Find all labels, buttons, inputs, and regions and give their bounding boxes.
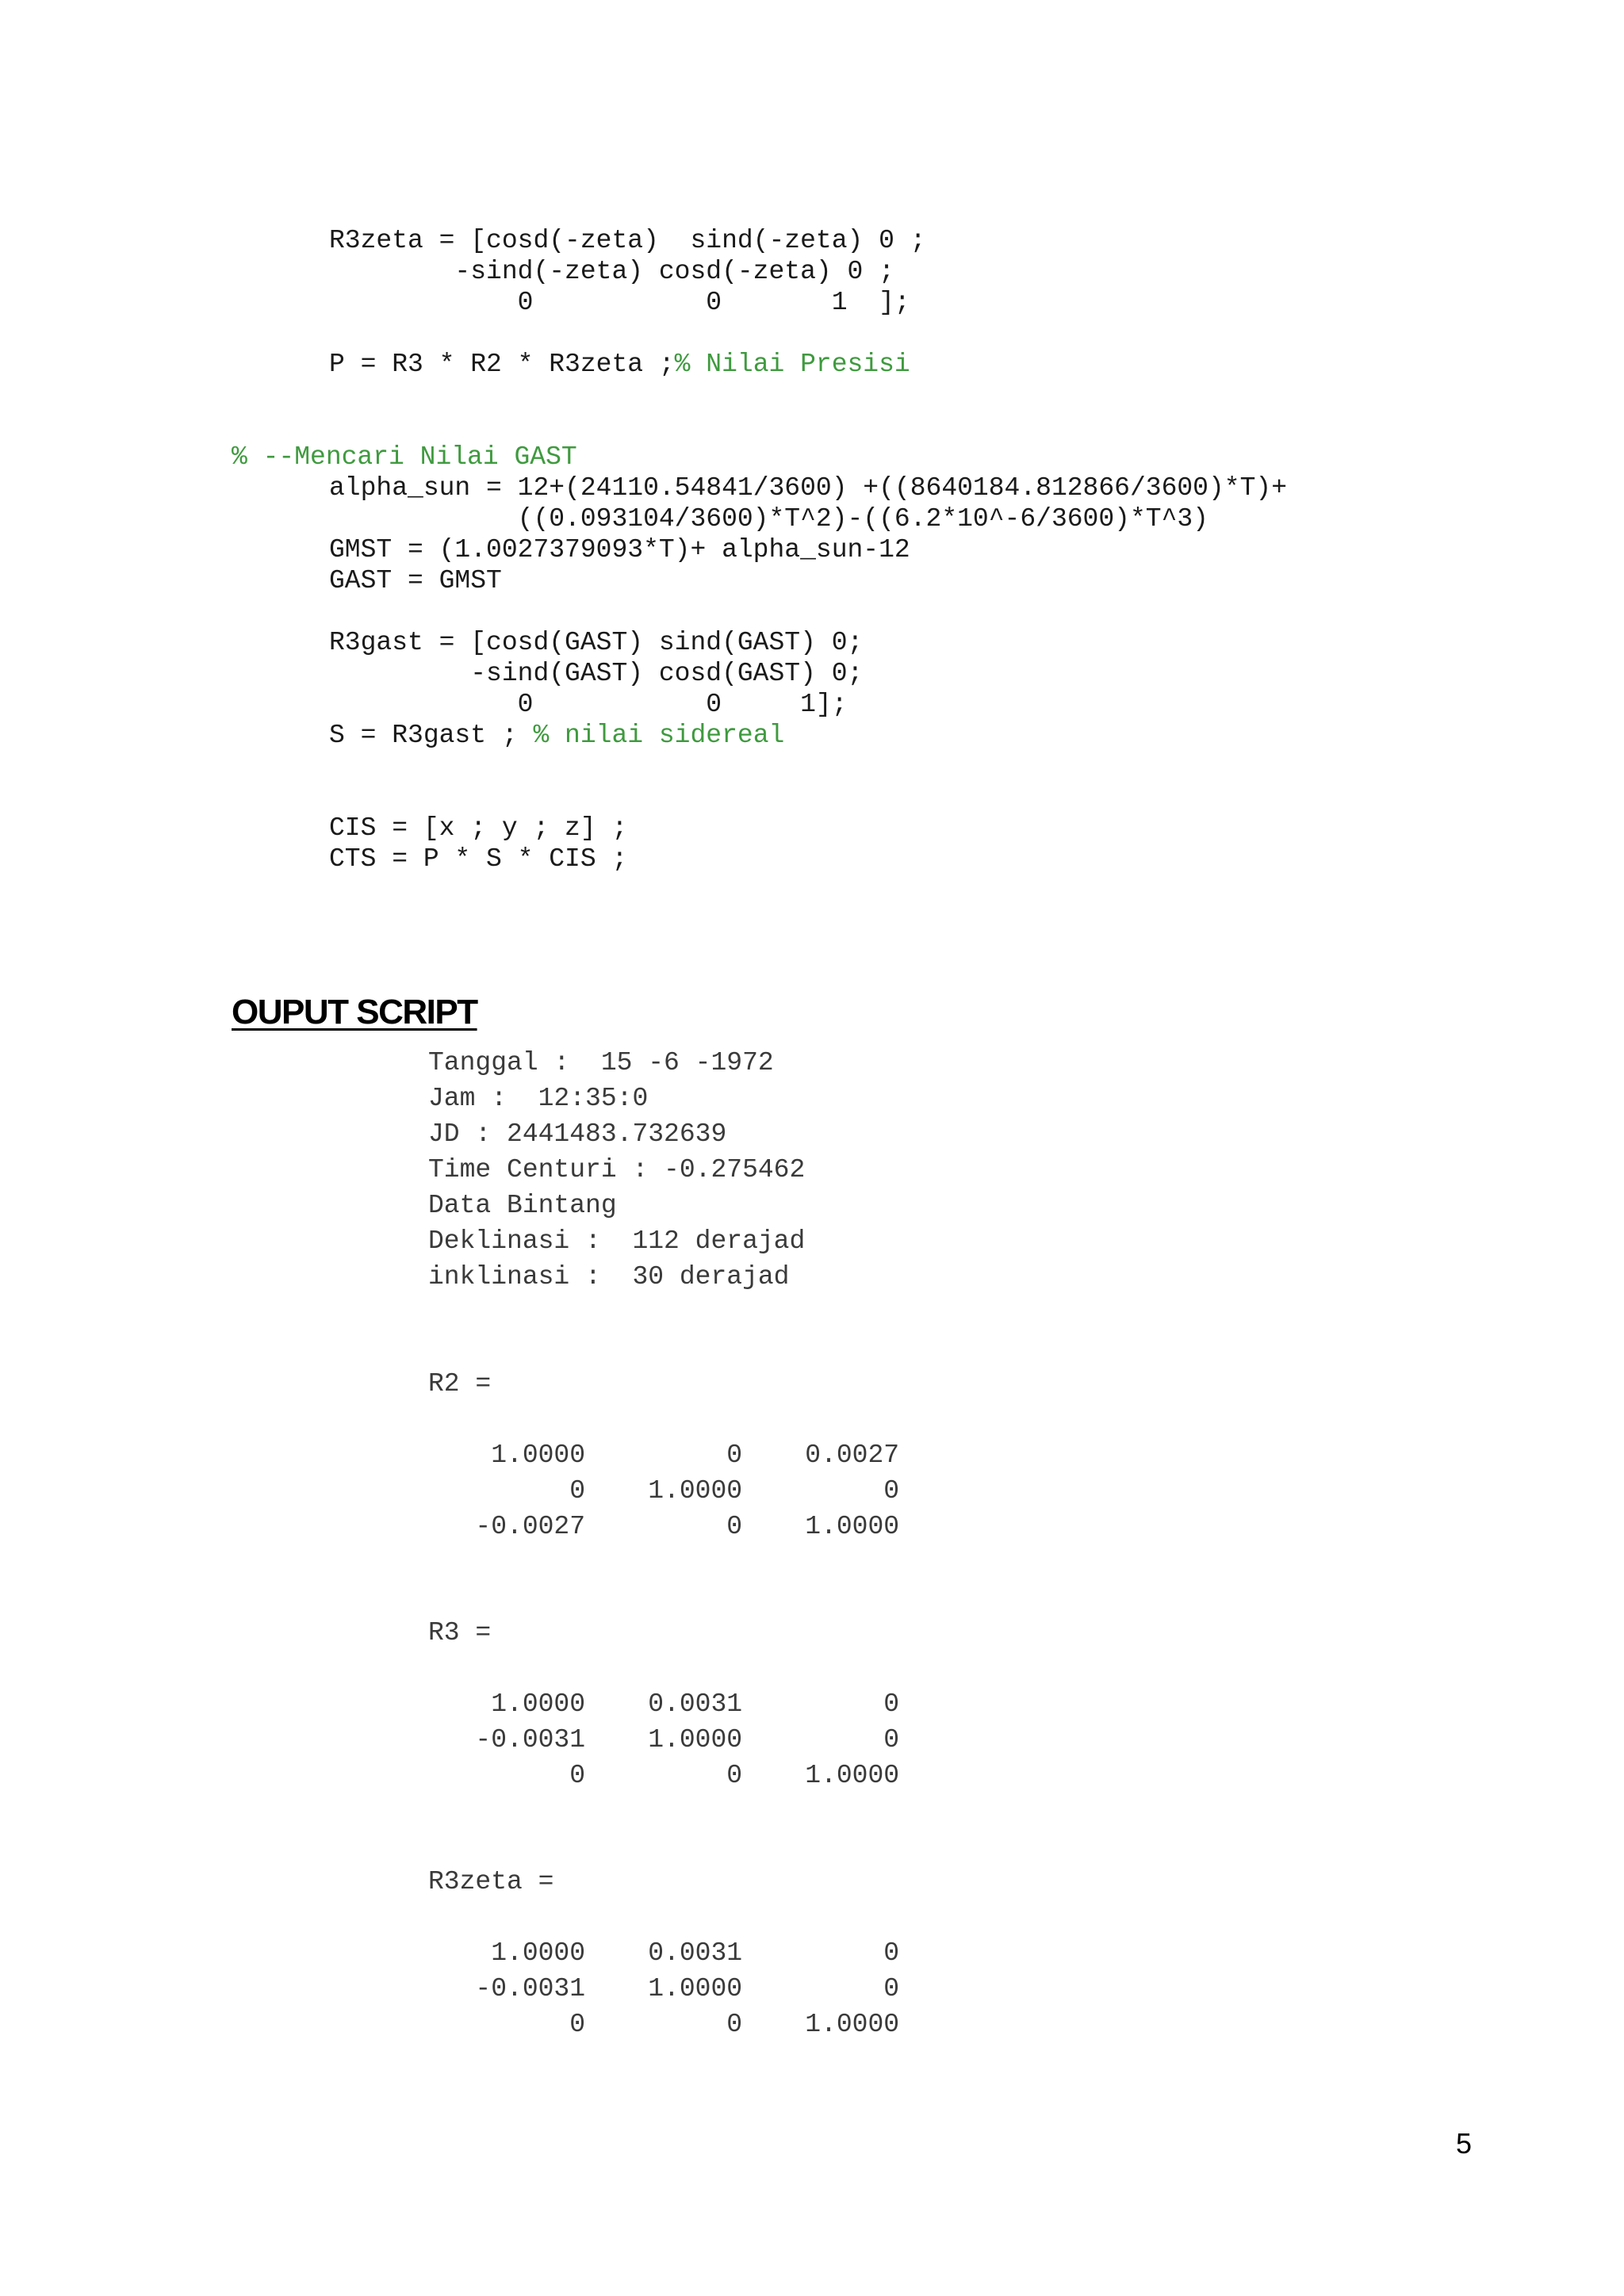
matrix-row: 0 0 1.0000 — [428, 1761, 900, 1790]
code-line-r3zeta-2: -sind(-zeta) cosd(-zeta) 0 ; — [329, 257, 894, 286]
matrix-row: 1.0000 0 0.0027 — [428, 1441, 900, 1470]
output-info-line: Deklinasi : 112 derajad — [428, 1226, 806, 1256]
code-line-r3gast-2: -sind(GAST) cosd(GAST) 0; — [329, 659, 864, 688]
code-text: P = R3 * R2 * R3zeta ; — [329, 350, 675, 379]
code-line-s — [329, 721, 784, 751]
matrix-row: 1.0000 0.0031 0 — [428, 1938, 900, 1968]
output-info-line: JD : 2441483.732639 — [428, 1119, 727, 1149]
code-line-gast-2: ((0.093104/3600)*T^2)-((6.2*10^-6/3600)*T^3) — [329, 504, 1208, 534]
matrix-label-r2: R2 = — [428, 1369, 492, 1399]
matrix-label-r3zeta: R3zeta = — [428, 1867, 554, 1896]
output-info-line: Tanggal : 15 -6 -1972 — [428, 1048, 774, 1077]
page-number: 5 — [1456, 2127, 1473, 2160]
code-line-gast-1: alpha_sun = 12+(24110.54841/3600) +((8640184.812866/3600)*T)+ — [329, 473, 1287, 503]
code-line-gast-3: GMST = (1.0027379093*T)+ alpha_sun-12 — [329, 535, 910, 564]
code-comment-gast: % --Mencari Nilai GAST — [232, 442, 577, 472]
matrix-row: 0 1.0000 0 — [428, 1476, 900, 1506]
output-heading: OUPUT SCRIPT — [232, 993, 477, 1031]
matrix-row: -0.0031 1.0000 0 — [428, 1974, 900, 2003]
output-info-line: Time Centuri : -0.275462 — [428, 1155, 806, 1184]
code-line-r3zeta-3: 0 0 1 ]; — [329, 288, 910, 317]
code-line-gast-4: GAST = GMST — [329, 566, 502, 595]
code-comment: % Nilai Presisi — [674, 350, 910, 379]
code-line-r3gast-1: R3gast = [cosd(GAST) sind(GAST) 0; — [329, 628, 864, 657]
code-line-r3zeta-1: R3zeta = [cosd(-zeta) sind(-zeta) 0 ; — [329, 226, 926, 255]
code-text: S = R3gast ; — [329, 721, 534, 750]
matrix-label-r3: R3 = — [428, 1618, 492, 1647]
code-line-cts: CTS = P * S * CIS ; — [329, 844, 628, 874]
code-line-r3gast-3: 0 0 1]; — [329, 690, 848, 719]
matrix-row: -0.0027 0 1.0000 — [428, 1512, 900, 1541]
code-comment: % nilai sidereal — [533, 721, 785, 750]
matrix-row: 1.0000 0.0031 0 — [428, 1689, 900, 1719]
code-line-cis: CIS = [x ; y ; z] ; — [329, 813, 628, 843]
code-line-p — [329, 350, 910, 380]
output-info-line: Jam : 12:35:0 — [428, 1084, 649, 1113]
output-info-line: inklinasi : 30 derajad — [428, 1262, 790, 1292]
output-info-line: Data Bintang — [428, 1191, 617, 1220]
matrix-row: 0 0 1.0000 — [428, 2010, 900, 2039]
matrix-row: -0.0031 1.0000 0 — [428, 1725, 900, 1755]
